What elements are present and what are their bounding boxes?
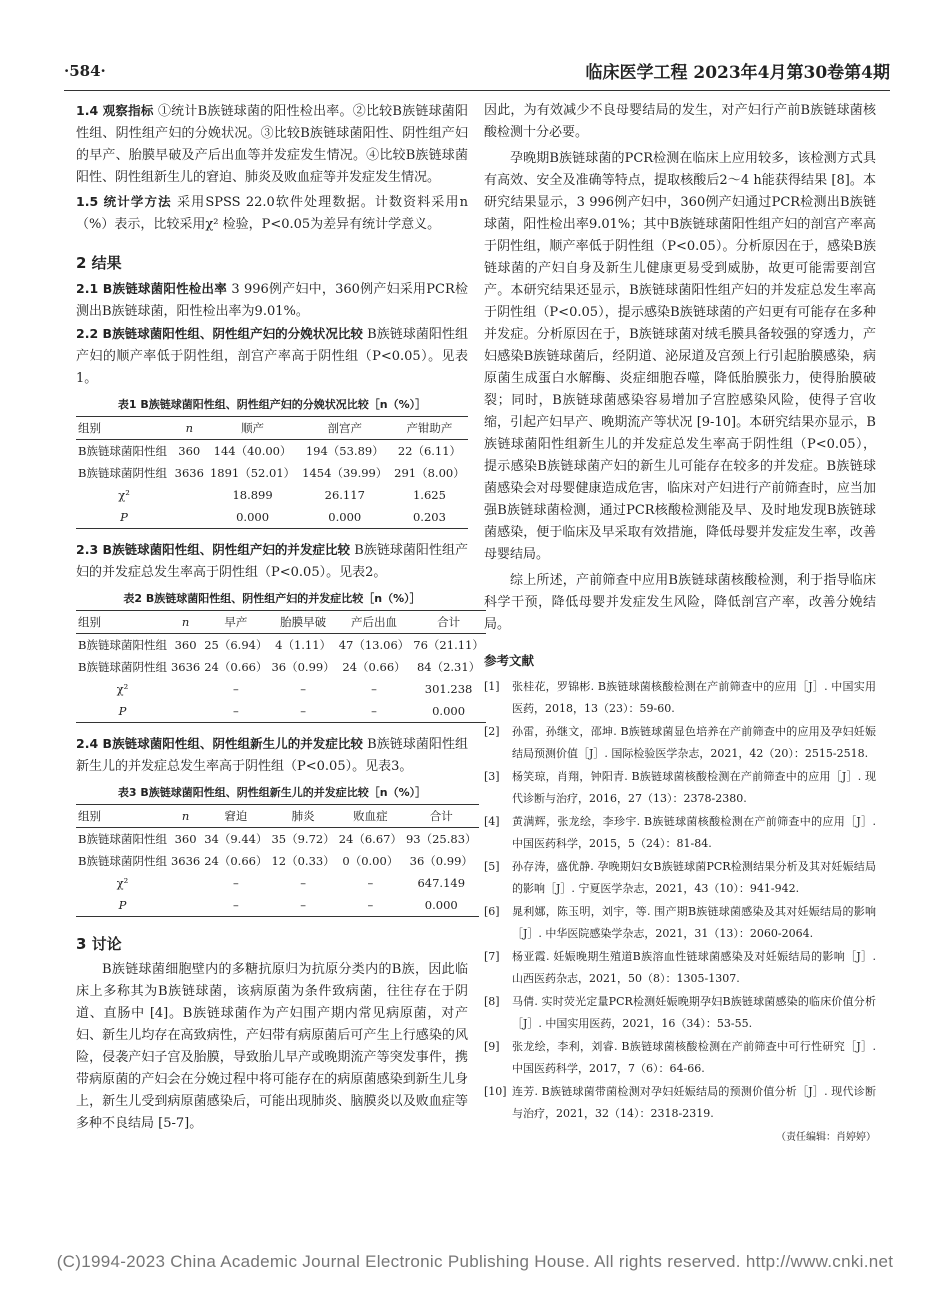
section-1-5-title: 1.5 统计学方法 [76, 194, 172, 209]
table-row [76, 700, 486, 723]
table-cell: 3636 [170, 854, 201, 868]
table-header: n [172, 417, 206, 440]
table-cell: 76（21.11） [413, 638, 484, 652]
section-1-5-text: 采用SPSS 22.0软件处理数据。计数资料采用n（%）表示，比较采用χ² 检验，P<0.05为差异有统计学意义。 [76, 195, 468, 232]
table-cell: 144（40.00） [213, 444, 292, 458]
table-row [76, 440, 468, 463]
reference-number: [2] [484, 725, 500, 738]
reference-number: [8] [484, 995, 500, 1008]
table-cell: 360 [178, 444, 201, 458]
section-1-4-title: 1.4 观察指标 [76, 103, 154, 118]
table-cell: 24（0.66） [204, 660, 268, 674]
table-header: 合计 [411, 611, 486, 634]
table-cell: 84（2.31） [416, 660, 481, 674]
reference-number: [4] [484, 815, 500, 828]
reference-text: 黄满辉，张龙绘，李珍宇. B族链球菌核酸检测在产前筛查中的应用［J］. 中国医药科学，2015，5（24）：81-84. [512, 815, 876, 850]
table-cell: 301.238 [424, 682, 473, 696]
discussion-paragraph-2: 孕晚期B族链球菌的PCR检测在临床上应用较多，该检测方式具有高效、安全及准确等特点，提取核酸后2～4 h能获得结果 [8]。本研究结果显示，3 996例产妇中，360例产妇通过PCR检测出B族链球菌，阳性检出率9.01%；其中B族链球菌阳性组产妇的剖宫产率高于阴性组，顺产率低于阴性组（P<0.05）。分析原因在于，感染B族链球菌的产妇自身及新生儿健康更易受到威胁，故更可能需要剖宫产。本研究结果还显示，B族链球菌阳性组产妇的并发症总发生率高于阴性组（P<0.05），提示感染B族链球菌的产妇更有可能存在多种并发症。分析原因在于，B族链球菌对绒毛膜具备较强的穿透力，产妇感染B族链球菌后，经阴道、泌尿道及宫颈上行引起胎膜感染，病原菌生成蛋白水解酶、炎症细胞吞噬，降低胎膜张力，使得胎膜破裂；同时，B族链球菌感染容易增加子宫腔感染风险，使得子宫收缩，引起产妇早产、晚期流产等状况 [9-10]。本研究结果亦显示，B族链球菌阳性组新生儿的并发症总发生率高于阴性组（P<0.05），提示感染B族链球菌产妇的新生儿可能存在较多的并发症。B族链球菌感染会对母婴健康造成危害，临床对产妇进行产前筛查时，应当加强B族链球菌检测，通过PCR核酸检测能及早、及时地发现B族链球菌感染，便于临床及早采取有效措施，降低母婴并发症发生率，改善母婴结局。 [484, 151, 876, 562]
table-cell: 36（0.99） [271, 660, 335, 674]
reference-text: 张龙绘，李利，刘睿. B族链球菌核酸检测在产前筛查中可行性研究［J］. 中国医药科学，2017，7（6）：64-66. [512, 1040, 876, 1075]
section-2-1 [76, 278, 468, 323]
table-cell: – [300, 876, 306, 890]
journal-header: 临床医学工程 2023年4月第30卷第4期 [585, 63, 890, 83]
table-cell: – [300, 704, 306, 718]
right-column [484, 100, 876, 1149]
table-cell: 3636 [170, 660, 201, 674]
table-cell: 22（6.11） [397, 444, 462, 458]
table-row [76, 872, 479, 894]
table-cell: 0.000 [328, 510, 362, 524]
table-3 [76, 804, 479, 917]
section-1-4 [76, 100, 468, 189]
table-cell: 35（9.72） [271, 832, 335, 846]
references-title: 参考文献 [484, 653, 535, 668]
table-cell: – [232, 876, 239, 890]
table-cell: – [232, 682, 239, 696]
page-number: ·584· [64, 62, 106, 80]
table-header: 肺炎 [269, 805, 336, 828]
table-cell: 0（0.00） [342, 854, 399, 868]
table-cell: B族链球菌阴性组 [78, 854, 167, 868]
reference-item [484, 1081, 876, 1125]
table-row [76, 828, 479, 851]
table-cell: P [118, 898, 127, 912]
reference-number: [7] [484, 950, 500, 963]
table-3-caption: 表3 B族链球菌阳性组、阴性组新生儿的并发症比较［n（%）］ [117, 786, 427, 799]
table-cell: 3636 [174, 466, 204, 480]
table-header: n [169, 805, 202, 828]
table-cell: 12（0.33） [271, 854, 335, 868]
reference-text: 马倩. 实时荧光定量PCR检测妊娠晚期孕妇B族链球菌感染的临床价值分析［J］. 中国实用医药，2021，16（34）：53-55. [512, 995, 876, 1030]
table-cell: – [371, 704, 377, 718]
table-cell: 360 [174, 638, 197, 652]
section-1-4-text: ①统计B族链球菌的阳性检出率。②比较B族链球菌阳性组、阴性组产妇的分娩状况。③比较B族链球菌阳性、阴性组产妇的早产、胎膜早破及产后出血等并发症发生情况。④比较B族链球菌阳性、阴性组新生儿的窘迫、肺炎及败血症等并发症发生情况。 [76, 104, 469, 185]
table-cell: – [300, 682, 306, 696]
left-column [76, 100, 484, 1135]
section-2-4-text: B族链球菌阳性组新生儿的并发症总发生率高于阴性组（P<0.05）。见表3。 [76, 737, 468, 774]
section-2-2-title: 2.2 B族链球菌阳性组、阴性组产妇的分娩状况比较 [76, 326, 363, 341]
table-cell: – [371, 682, 377, 696]
reference-item [484, 991, 876, 1035]
table-cell: – [300, 898, 306, 912]
table-row [76, 678, 486, 700]
table-cell: 93（25.83） [405, 832, 477, 846]
table-cell: 25（6.94） [204, 638, 268, 652]
table-header: 产钳助产 [391, 417, 468, 440]
reference-number: [10] [484, 1085, 507, 1098]
table-1-caption: 表1 B族链球菌阳性组、阴性组产妇的分娩状况比较［n（%）］ [117, 398, 427, 411]
table-cell: B族链球菌阳性组 [78, 638, 167, 652]
section-2-3-text: B族链球菌阳性组产妇的并发症总发生率高于阴性组（P<0.05）。见表2。 [76, 543, 468, 580]
table-2 [76, 610, 486, 723]
table-1 [76, 416, 468, 529]
section-2-3-title: 2.3 B族链球菌阳性组、阴性组产妇的并发症比较 [76, 542, 351, 557]
table-cell: 1454（39.99） [302, 466, 388, 480]
table-cell: 24（0.66） [204, 854, 268, 868]
table-cell: 36（0.99） [409, 854, 473, 868]
table-header: 剖宫产 [299, 417, 391, 440]
discussion-paragraph-1: B族链球菌细胞壁内的多糖抗原归为抗原分类内的B族，因此临床上多称其为B族链球菌，该病原菌为条件致病菌，往往存在于阴道、直肠中 [4]。B族链球菌作为产妇围产期内常见病原菌，对产妇、新生儿均存在高致病性，产妇带有病原菌后可产生上行感染的风险，侵袭产妇子宫及胎膜，导致胎儿早产或晚期流产等突发事件，携带病原菌的产妇会在分娩过程中将可能存在的病原菌感染到新生儿身上，新生儿受到病原菌感染后，可能出现肺炎、脑膜炎以及败血症等多种不良结局 [5-7]。 [76, 962, 468, 1131]
table-cell: 18.899 [232, 488, 273, 502]
reference-item [484, 946, 876, 990]
copyright-footer: (C)1994-2023 China Academic Journal Electronic Publishing House. All rights reserved. http://www.cnki.net [56, 1252, 894, 1271]
reference-text: 连芳. B族链球菌带菌检测对孕妇妊娠结局的预测价值分析［J］. 现代诊断与治疗，2021，32（14）：2318-2319. [512, 1085, 876, 1120]
table-header: 早产 [202, 611, 269, 634]
table-cell: 0.203 [412, 510, 446, 524]
reference-item [484, 676, 876, 720]
reference-text: 杨亚霞. 妊娠晚期生殖道B族溶血性链球菌感染及对妊娠结局的影响［J］. 山西医药杂志，2021，50（8）：1305-1307. [512, 950, 876, 985]
section-2-4-title: 2.4 B族链球菌阳性组、阴性组新生儿的并发症比较 [76, 736, 363, 751]
table-header: 顺产 [206, 417, 298, 440]
table-cell: B族链球菌阴性组 [78, 660, 167, 674]
section-2-1-title: 2.1 B族链球菌阳性检出率 [76, 281, 227, 296]
reference-number: [6] [484, 905, 500, 918]
table-cell [169, 894, 202, 917]
section-2-2 [76, 323, 468, 390]
table-cell: – [232, 898, 239, 912]
table-cell [169, 872, 202, 894]
section-2-2-text: B族链球菌阳性组产妇的顺产率低于阴性组，剖宫产率高于阴性组（P<0.05）。见表1。 [76, 327, 468, 386]
table-cell: B族链球菌阳性组 [78, 832, 167, 846]
table-2-caption: 表2 B族链球菌阳性组、阴性组产妇的并发症比较［n（%）］ [123, 592, 421, 605]
table-header: 产后出血 [337, 611, 412, 634]
section-2-1-text: 3 996例产妇中，360例产妇采用PCR检测出B族链球菌，阳性检出率为9.01%。 [76, 282, 468, 319]
table-cell: 24（6.67） [338, 832, 402, 846]
table-row [76, 462, 468, 484]
table-cell [169, 678, 202, 700]
table-row [76, 506, 468, 529]
table-row [76, 484, 468, 506]
table-cell: 0.000 [432, 704, 466, 718]
table-cell: 647.149 [417, 876, 466, 890]
conclusion-paragraph: 综上所述，产前筛查中应用B族链球菌核酸检测，利于指导临床科学干预，降低母婴并发症发生风险，降低剖宫产率，改善分娩结局。 [484, 573, 876, 632]
table-row [76, 634, 486, 657]
table-cell: 4（1.11） [275, 638, 332, 652]
table-header: 组别 [76, 417, 172, 440]
reference-item [484, 901, 876, 945]
table-header: 组别 [76, 611, 169, 634]
table-cell: 1891（52.01） [209, 466, 296, 480]
table-cell: – [367, 898, 374, 912]
table-header: 合计 [404, 805, 479, 828]
table-cell: χ² [116, 682, 129, 696]
table-cell: 291（8.00） [394, 466, 465, 480]
reference-item [484, 856, 876, 900]
discussion-paragraph-cont: 因此，为有效减少不良母婴结局的发生，对产妇行产前B族链球菌核酸检测十分必要。 [484, 103, 876, 140]
reference-number: [9] [484, 1040, 500, 1053]
reference-text: 张桂花，罗锦彬. B族链球菌核酸检测在产前筛查中的应用［J］. 中国实用医药，2018，13（23）：59-60. [512, 680, 876, 715]
table-header: 窘迫 [202, 805, 269, 828]
table-cell: B族链球菌阳性组 [78, 444, 167, 458]
table-cell: 26.117 [324, 488, 365, 502]
table-cell: 1.625 [412, 488, 446, 502]
reference-text: 晁利娜，陈玉明，刘宇，等. 围产期B族链球菌感染及其对妊娠结局的影响［J］. 中华医院感染学杂志，2021，31（13）：2060-2064. [512, 905, 876, 940]
section-1-5 [76, 191, 468, 236]
reference-number: [5] [484, 860, 500, 873]
reference-number: [3] [484, 770, 500, 783]
reference-text: 孙存涛，盛优静. 孕晚期妇女B族链球菌PCR检测结果分析及其对妊娠结局的影响［J］. 宁夏医学杂志，2021，43（10）：941-942. [512, 860, 876, 895]
section-2-3 [76, 539, 468, 584]
table-cell [172, 506, 206, 529]
table-row [76, 894, 479, 917]
table-header: 胎膜早破 [269, 611, 336, 634]
reference-number: [1] [484, 680, 500, 693]
reference-item [484, 811, 876, 855]
table-cell [172, 484, 206, 506]
table-cell: 24（0.66） [342, 660, 406, 674]
table-cell: 194（53.89） [305, 444, 384, 458]
table-header: 组别 [76, 805, 169, 828]
table-cell: P [120, 510, 128, 524]
header-rule [64, 90, 890, 91]
table-cell: 0.000 [236, 510, 270, 524]
table-cell: – [232, 704, 239, 718]
table-header: 败血症 [337, 805, 404, 828]
table-cell: 0.000 [424, 898, 458, 912]
table-header: n [169, 611, 202, 634]
reference-list [484, 676, 876, 1125]
reference-text: 孙雷，孙继文，邵坤. B族链球菌显色培养在产前筛查中的应用及孕妇妊娠结局预测价值［J］. 国际检验医学杂志，2021，42（20）：2515-2518. [512, 725, 876, 760]
table-cell: 47（13.06） [338, 638, 410, 652]
heading-results: 2 结果 [76, 254, 122, 272]
table-cell: 360 [174, 832, 197, 846]
table-cell: χ² [118, 488, 130, 502]
table-cell: – [367, 876, 374, 890]
table-cell: 34（9.44） [204, 832, 268, 846]
section-2-4 [76, 733, 468, 778]
heading-discussion: 3 讨论 [76, 935, 122, 953]
table-cell: B族链球菌阴性组 [78, 466, 167, 480]
responsible-editor: （责任编辑：肖婷婷） [776, 1132, 876, 1143]
reference-item [484, 721, 876, 765]
reference-item [484, 766, 876, 810]
reference-item [484, 1036, 876, 1080]
table-cell: P [118, 704, 127, 718]
table-row [76, 850, 479, 872]
table-row [76, 656, 486, 678]
reference-text: 杨笑琼，肖翔，钟阳青. B族链球菌核酸检测在产前筛查中的应用［J］. 现代诊断与治疗，2016，27（13）：2378-2380. [512, 770, 876, 805]
table-cell [169, 700, 202, 723]
table-cell: χ² [116, 876, 129, 890]
